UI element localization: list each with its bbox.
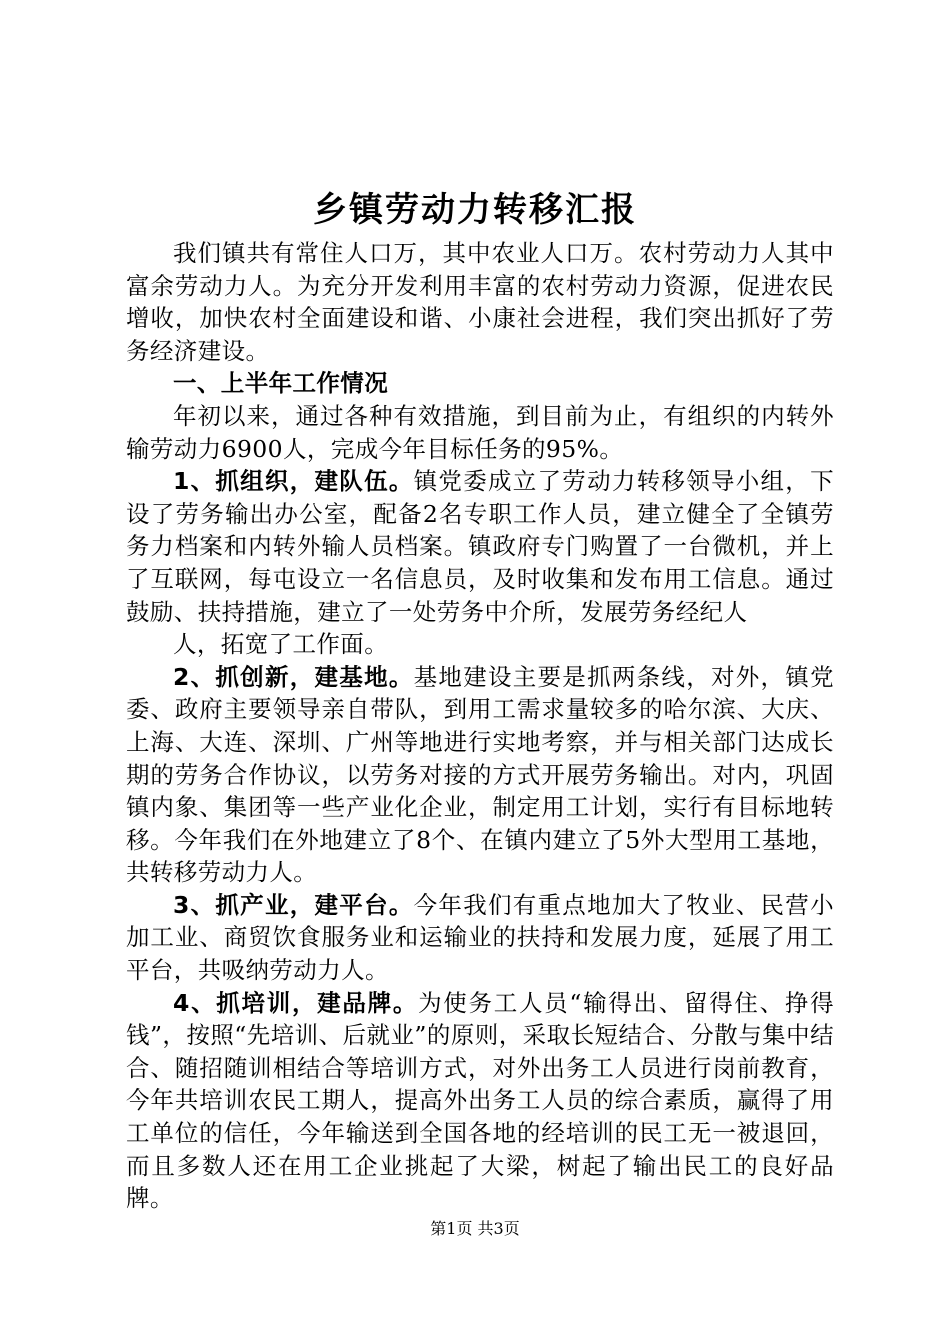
item-2-text: 基地建设主要是抓两条线，对外，镇党委、政府主要领导亲自带队，到用工需求量较多的哈尔滨、大庆、上海、大连、深圳、广州等地进行实地考察，并与相关部门达成长期的劳务合作协议，以劳务对接的方式开展劳务输出。对内，巩固镇内象、集团等一些产业化企业，制定用工计划，实行有目标地转移。今年我们在外地建立了8个、在镇内建立了5外大型用工基地，共转移劳动力人。 <box>126 662 834 887</box>
document-title: 乡镇劳动力转移汇报 <box>313 190 637 230</box>
item-4-text: 为使务工人员“输得出、留得住、挣得钱”，按照“先培训、后就业”的原则，采取长短结合、分散与集中结合、随招随训相结合等培训方式，对外出务工人员进行岗前教育，今年共培训农民工期人，提高外出务工人员的综合素质，赢得了用工单位的信任，今年输送到全国各地的经培训的民工无一被退回，而且多数人还在用工企业挑起了大梁，树起了输出民工的良好品牌。 <box>126 988 834 1213</box>
page-number-footer: 第1页 共3页 <box>430 1219 520 1238</box>
item-1-continuation: 人，拓宽了工作面。 <box>173 630 389 659</box>
item-3-lead: 3、抓产业，建平台。 <box>173 890 414 919</box>
intro-paragraph: 我们镇共有常住人口万，其中农业人口万。农村劳动力人其中富余劳动力人。为充分开发利用丰富的农村劳动力资源，促进农民增收，加快农村全面建设和谐、小康社会进程，我们突出抓好了劳务经济建设。 <box>126 239 834 365</box>
item-3-text: 今年我们有重点地加大了牧业、民营小加工业、商贸饮食服务业和运输业的扶持和发展力度，延展了用工平台，共吸纳劳动力人。 <box>126 890 834 985</box>
item-3-paragraph <box>126 889 834 987</box>
item-4-paragraph <box>126 987 834 1215</box>
item-2-lead: 2、抓创新，建基地。 <box>173 662 414 691</box>
document-body <box>126 237 834 1215</box>
section-summary-paragraph: 年初以来，通过各种有效措施，到目前为止，有组织的内转外输劳动力6900人，完成今年目标任务的95%。 <box>126 401 834 463</box>
section-heading: 一、上半年工作情况 <box>173 369 389 398</box>
item-1-paragraph <box>126 465 834 628</box>
item-4-lead: 4、抓培训，建品牌。 <box>173 988 419 1017</box>
item-1-lead: 1、抓组织，建队伍。 <box>173 467 414 496</box>
item-2-paragraph <box>126 661 834 889</box>
item-1-text: 镇党委成立了劳动力转移领导小组，下设了劳务输出办公室，配备2名专职工作人员，建立健全了全镇劳务力档案和内转外输人员档案。镇政府专门购置了一台微机，并上了互联网，每屯设立一名信息员，及时收集和发布用工信息。通过鼓励、扶持措施，建立了一处劳务中介所，发展劳务经纪人 <box>126 467 834 626</box>
